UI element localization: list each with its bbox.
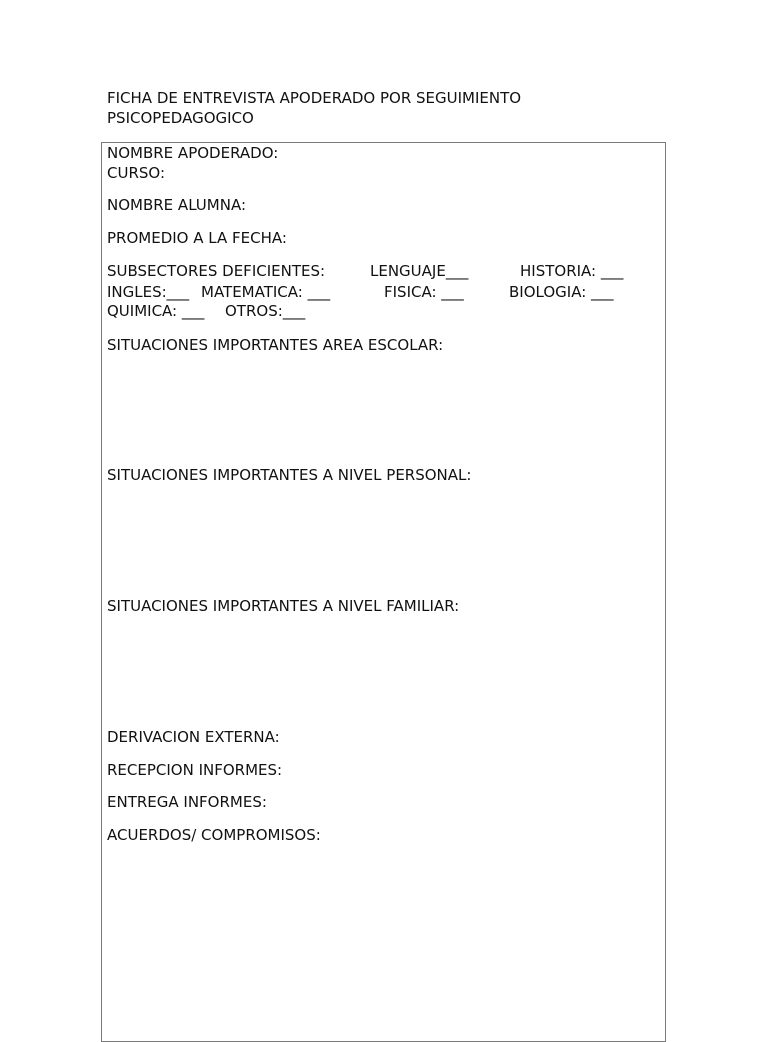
matematica-field[interactable]: MATEMATICA: ___ — [201, 283, 331, 301]
ingles-field[interactable]: INGLES:___ — [107, 283, 190, 301]
derivacion-externa-field[interactable]: DERIVACION EXTERNA: — [107, 728, 280, 746]
biologia-field[interactable]: BIOLOGIA: ___ — [509, 283, 614, 301]
nivel-familiar-field[interactable]: SITUACIONES IMPORTANTES A NIVEL FAMILIAR: — [107, 597, 460, 615]
promedio-field[interactable]: PROMEDIO A LA FECHA: — [107, 229, 287, 247]
lenguaje-field[interactable]: LENGUAJE___ — [370, 262, 469, 280]
area-escolar-field[interactable]: SITUACIONES IMPORTANTES AREA ESCOLAR: — [107, 336, 444, 354]
acuerdos-compromisos-field[interactable]: ACUERDOS/ COMPROMISOS: — [107, 826, 321, 844]
historia-field[interactable]: HISTORIA: ___ — [520, 262, 624, 280]
fisica-field[interactable]: FISICA: ___ — [384, 283, 464, 301]
nivel-personal-field[interactable]: SITUACIONES IMPORTANTES A NIVEL PERSONAL: — [107, 466, 472, 484]
nombre-alumna-field[interactable]: NOMBRE ALUMNA: — [107, 196, 246, 214]
entrega-informes-field[interactable]: ENTREGA INFORMES: — [107, 793, 267, 811]
document-title-line-2: PSICOPEDAGOGICO — [107, 109, 254, 127]
curso-field[interactable]: CURSO: — [107, 164, 165, 182]
quimica-field[interactable]: QUIMICA: ___ — [107, 302, 205, 320]
nombre-apoderado-field[interactable]: NOMBRE APODERADO: — [107, 144, 279, 162]
document-title — [107, 88, 667, 128]
otros-field[interactable]: OTROS:___ — [225, 302, 306, 320]
document-title-line-1: FICHA DE ENTREVISTA APODERADO POR SEGUIMIENTO — [107, 89, 522, 107]
subsectores-label: SUBSECTORES DEFICIENTES: — [107, 262, 326, 280]
recepcion-informes-field[interactable]: RECEPCION INFORMES: — [107, 761, 283, 779]
